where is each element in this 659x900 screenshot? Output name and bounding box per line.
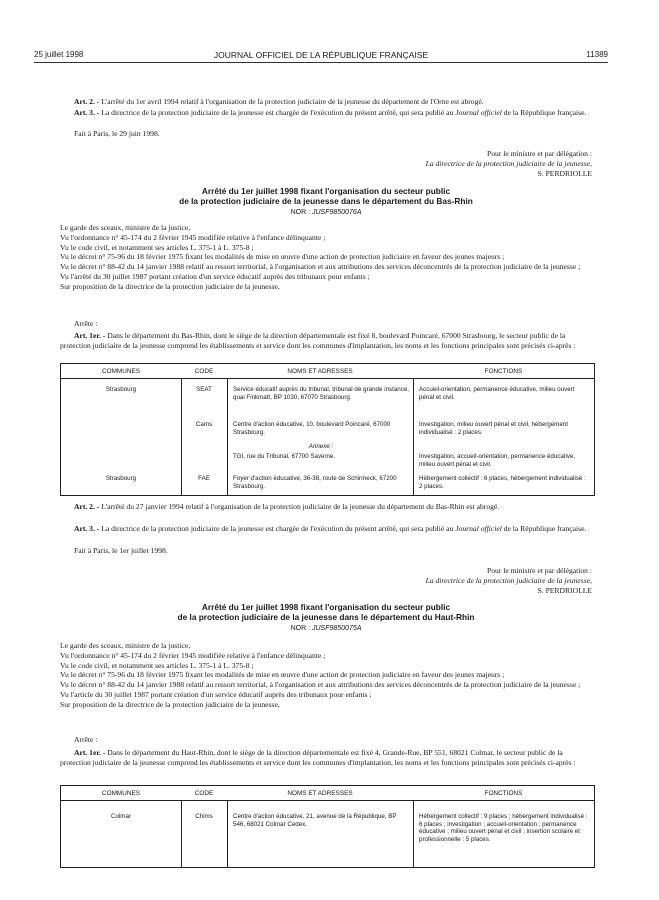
decree1-art3: Art. 3. - La directrice de la protection judiciaire de la jeunesse est chargée de l'exécution du présent arrêté, qui sera publié au Journal officiel de la République française. xyxy=(74,524,587,533)
decree2-table xyxy=(60,785,595,868)
header-rule xyxy=(34,62,608,63)
header-journal-title: JOURNAL OFFICIEL DE LA RÉPUBLIQUE FRANÇAISE xyxy=(213,50,429,60)
table-body xyxy=(61,379,594,495)
table-cell-fonction: Investigation, milieu ouvert pénal et civil, hébergement individualisé : 2 places. xyxy=(419,421,568,436)
top-done: Fait à Paris, le 29 juin 1998. xyxy=(74,129,160,138)
col-code: CODE xyxy=(194,789,214,797)
header-date: 25 juillet 1998 xyxy=(34,50,84,59)
table-cell-code: Cams xyxy=(195,421,213,428)
decree2-nor: NOR : JUSF9850075A xyxy=(290,625,362,632)
table-cell-name: Service éducatif auprès du tribunal, tribunal de grande instance, quai Finkmatt, BP 1030, 67070 Strasbourg. xyxy=(233,386,409,401)
table-cell-fonction: Investigation, accueil-orientation, permanence éducative, milieu ouvert pénal et civil. xyxy=(419,453,576,468)
table-header-row xyxy=(61,364,594,379)
header-page-number: 11389 xyxy=(586,50,608,59)
col-fonctions: FONCTIONS xyxy=(484,367,523,375)
table-cell-code: SEAT xyxy=(196,386,212,393)
table-cell-fonction: Accueil-orientation, permanence éducative, milieu ouvert pénal et civil. xyxy=(419,386,575,401)
col-communes: COMMUNES xyxy=(102,789,140,797)
decree1-art1: Art. 1er. - Dans le département du Bas-Rhin, dont le siège de la direction départementale est fixé 8, boulevard Poincaré, 67000 Strasbourg, le secteur public de la protection judiciaire de la jeunesse comprend les établissements et service dont les communes d'implantation, les noms et les fonctions principales sont précisés ci-après : xyxy=(60,331,576,350)
decree1-arrete: Arrête : xyxy=(74,319,98,328)
decree1-visas: Le garde des sceaux, ministre de la justice, Vu l'ordonnance n° 45-174 du 2 février 1945 modifiée relative à l'enfance délinquante ; Vu le code civil, et notamment ses articles L. 375-1 à L. 375-8 ; Vu le décret n° 75-96 du 18 février 1975 fixant les modalités de mise en œuvre d'une action de protection judiciaire en faveur des jeunes majeurs ; Vu le décret n° 88-42 du 14 janvier 1988 relatif au ressort territorial, à l'organisation et aux attributions des services déconcentrés de la protection judiciaire de la jeunesse ; Vu l'arrêté du 30 juillet 1987 portant création d'un service éducatif auprès des tribunaux pour enfants ; Sur proposition de la directrice de la protection judiciaire de la jeunesse, xyxy=(60,223,581,291)
table-cell-code: FAE xyxy=(198,475,210,482)
decree2-title: Arrêté du 1er juillet 1998 fixant l'organisation du secteur public de la protection judiciaire de la jeunesse dans le département du Haut-Rhin xyxy=(177,602,475,622)
decree2-arrete: Arrête : xyxy=(74,735,98,744)
table-cell-commune: Colmar xyxy=(111,813,131,820)
top-art3: Art. 3. - La directrice de la protection judiciaire de la jeunesse est chargée de l'exécution du présent arrêté, qui sera publié au Journal officiel de la République française. xyxy=(74,108,587,117)
decree1-table xyxy=(60,363,595,496)
col-noms-adresses: NOMS ET ADRESSES xyxy=(287,367,353,375)
decree2-visas: Le garde des sceaux, ministre de la justice, Vu l'ordonnance n° 45-174 du 2 février 1945 modifiée relative à l'enfance délinquante ; Vu le code civil, et notamment ses articles L. 375-1 à L. 375-8 ; Vu le décret n° 75-96 du 18 février 1975 fixant les modalités de mise en œuvre d'une action de protection judiciaire en faveur des jeunes majeurs ; Vu le décret n° 88-42 du 14 janvier 1988 relatif au ressort territorial, à l'organisation et aux attributions des services déconcentrés de la protection judiciaire de la jeunesse ; Vu l'article du 30 juillet 1987 portant création d'un service éducatif auprès des tribunaux pour enfants ; Sur proposition de la directrice de la protection judiciaire de la jeunesse, xyxy=(60,641,581,709)
table-cell-name: Centre d'action éducative, 10, boulevard Poincaré, 67000 Strasbourg. xyxy=(233,421,391,436)
table-header-row xyxy=(61,786,594,801)
table-cell-code: Chims xyxy=(195,813,213,820)
table-body xyxy=(61,801,594,867)
col-fonctions: FONCTIONS xyxy=(484,789,523,797)
table-cell-name: TGI, rue du Tribunal, 67700 Saverne. xyxy=(233,453,336,460)
table-cell-commune: Strasbourg xyxy=(105,475,137,482)
table-cell-fonction: Hébergement collectif : 9 places ; hébergement individualisé : 6 places ; investigation ; accueil-orientation ; permanence éducative ; milieu ouvert pénal et civil ; insertion scolaire et professionnelle : 5 places. xyxy=(419,813,588,843)
top-art2: Art. 2. - L'arrêté du 1er avril 1994 relatif à l'organisation de la protection judiciaire de la jeunesse du département de l'Orne est abrogé. xyxy=(74,97,484,106)
table-cell-fonction: Hébergement collectif : 6 places, hébergement individualisé : 2 places. xyxy=(419,475,586,490)
decree1-art2: Art. 2. - L'arrêté du 27 janvier 1994 relatif à l'organisation de la protection judiciaire de la jeunesse du département du Bas-Rhin est abrogé. xyxy=(74,502,500,511)
top-signature: Pour le ministre et par délégation : La directrice de la protection judiciaire de la jeunesse, S. PERDRIOLLE xyxy=(425,149,592,178)
col-noms-adresses: NOMS ET ADRESSES xyxy=(287,789,353,797)
table-cell-name: Foyer d'action éducative, 36-38, route de Schirmeck, 67200 Strasbourg. xyxy=(233,475,397,490)
table-cell-annexe-label: Annexe : xyxy=(308,443,334,450)
col-code: CODE xyxy=(194,367,214,375)
col-communes: COMMUNES xyxy=(102,367,140,375)
decree1-title: Arrêté du 1er juillet 1998 fixant l'organisation du secteur public de la protection judiciaire de la jeunesse dans le département du Bas-Rhin xyxy=(179,186,473,206)
decree1-nor: NOR : JUSF9850076A xyxy=(290,209,362,216)
decree1-signature: Pour le ministre et par délégation : La directrice de la protection judiciaire de la jeunesse, S. PERDRIOLLE xyxy=(425,566,592,595)
table-cell-name: Centre d'action éducative, 21, avenue de la République, BP 546, 68021 Colmar Cedex. xyxy=(233,813,397,828)
decree2-art1: Art. 1er. - Dans le département du Haut-Rhin, dont le siège de la direction départementale est fixé 4, Grande-Rue, BP 551, 68021 Colmar, le secteur public de la protection judiciaire de la jeunesse comprend les établissements et service dont les communes d'implantation, les noms et les fonctions principales sont précisés ci-après : xyxy=(60,748,576,767)
table-cell-commune: Strasbourg xyxy=(105,386,137,393)
decree1-done: Fait à Paris, le 1er juillet 1998. xyxy=(74,546,168,555)
